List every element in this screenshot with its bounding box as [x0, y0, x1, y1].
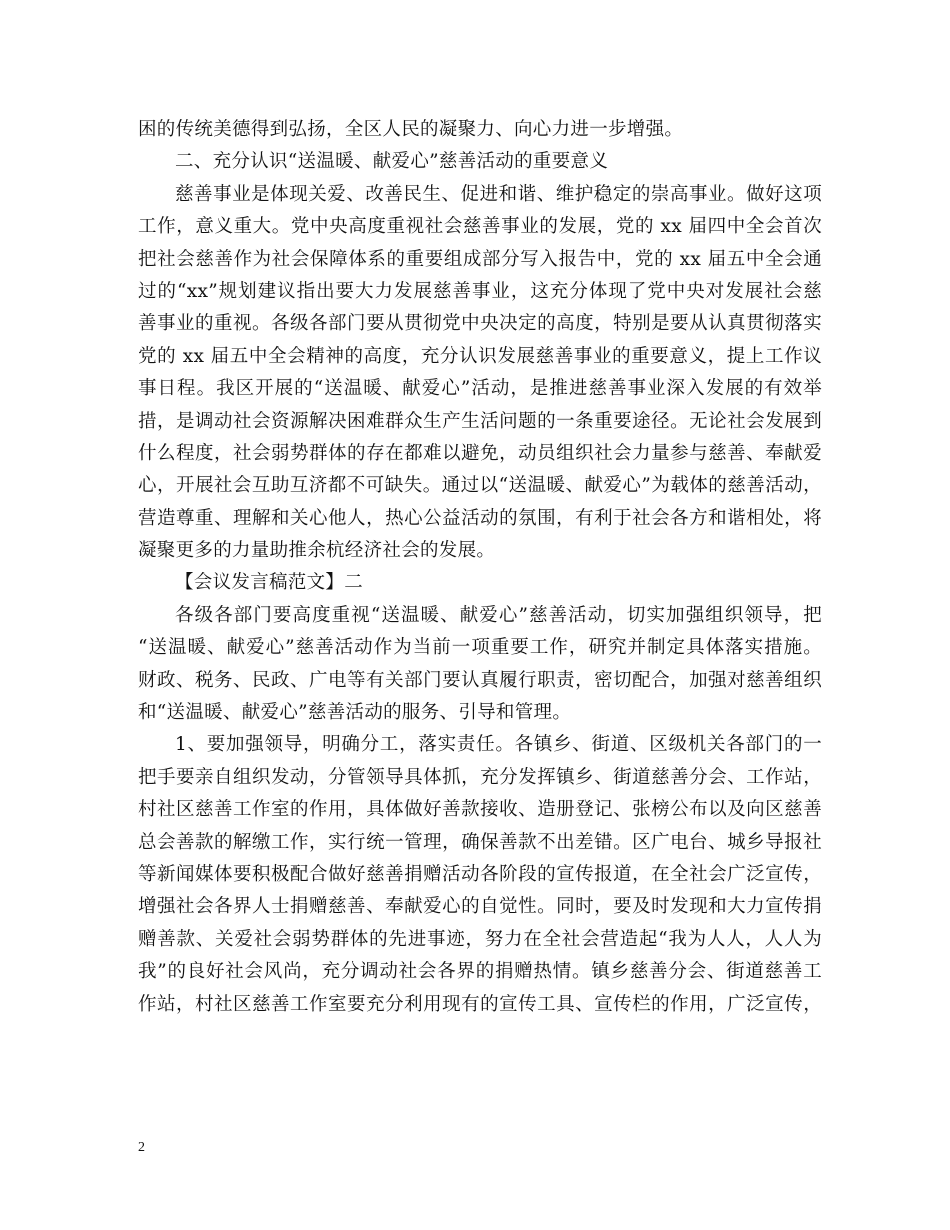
paragraph-line: 事日程。我区开展的“送温暖、献爱心”活动，是推进慈善事业深入发展的有效举: [138, 378, 822, 400]
paragraph-line: 增强社会各界人士捐赠慈善、奉献爱心的自觉性。同时，要及时发现和大力宣传捐: [138, 896, 822, 918]
paragraph-line: 党的 xx 届五中全会精神的高度，充分认识发展慈善事业的重要意义，提上工作议: [138, 345, 822, 367]
section-heading: 【会议发言稿范文】二: [175, 572, 364, 594]
paragraph-line: “送温暖、献爱心”慈善活动作为当前一项重要工作，研究并制定具体落实措施。: [138, 637, 822, 659]
paragraph-line: 和“送温暖、献爱心”慈善活动的服务、引导和管理。: [138, 702, 572, 724]
paragraph-line: 措，是调动社会资源解决困难群众生产生活问题的一条重要途径。无论社会发展到: [138, 410, 822, 432]
section-heading: 二、充分认识“送温暖、献爱心”慈善活动的重要意义: [175, 151, 609, 173]
paragraph-line: 等新闻媒体要积极配合做好慈善捐赠活动各阶段的宣传报道，在全社会广泛宣传，: [138, 863, 822, 885]
paragraph-line: 困的传统美德得到弘扬，全区人民的凝聚力、向心力进一步增强。: [138, 119, 684, 140]
paragraph-line: 善事业的重视。各级各部门要从贯彻党中央决定的高度，特别是要从认真贯彻落实: [138, 313, 822, 335]
paragraph-line: 1、要加强领导，明确分工，落实责任。各镇乡、街道、区级机关各部门的一: [175, 734, 822, 756]
paragraph-line: 作站，村社区慈善工作室要充分利用现有的宣传工具、宣传栏的作用，广泛宣传，: [138, 993, 822, 1015]
paragraph-line: 什么程度，社会弱势群体的存在都难以避免，动员组织社会力量参与慈善、奉献爱: [138, 442, 822, 464]
paragraph-line: 各级各部门要高度重视“送温暖、献爱心”慈善活动，切实加强组织领导，把: [175, 604, 822, 626]
paragraph-line: 过的“xx”规划建议指出要大力发展慈善事业，这充分体现了党中央对发展社会慈: [138, 280, 822, 302]
paragraph-line: 慈善事业是体现关爱、改善民生、促进和谐、维护稳定的崇高事业。做好这项: [175, 183, 822, 205]
paragraph-line: 营造尊重、理解和关心他人，热心公益活动的氛围，有利于社会各方和谐相处，将: [138, 507, 822, 529]
paragraph-line: 心，开展社会互助互济都不可缺失。通过以“送温暖、献爱心”为载体的慈善活动，: [138, 475, 822, 497]
paragraph-line: 凝聚更多的力量助推余杭经济社会的发展。: [138, 540, 496, 562]
paragraph-line: 财政、税务、民政、广电等有关部门要认真履行职责，密切配合，加强对慈善组织: [138, 669, 822, 691]
paragraph-line: 我”的良好社会风尚，充分调动社会各界的捐赠热情。镇乡慈善分会、街道慈善工: [138, 961, 822, 983]
paragraph-line: 工作，意义重大。党中央高度重视社会慈善事业的发展，党的 xx 届四中全会首次: [138, 216, 822, 238]
paragraph-line: 把社会慈善作为社会保障体系的重要组成部分写入报告中，党的 xx 届五中全会通: [138, 248, 822, 270]
paragraph-line: 把手要亲自组织发动，分管领导具体抓，充分发挥镇乡、街道慈善分会、工作站，: [138, 766, 822, 788]
document-body: [138, 114, 822, 1021]
paragraph-line: 村社区慈善工作室的作用，具体做好善款接收、造册登记、张榜公布以及向区慈善: [138, 799, 822, 821]
paragraph-line: 总会善款的解缴工作，实行统一管理，确保善款不出差错。区广电台、城乡导报社: [138, 831, 822, 853]
paragraph-line: 赠善款、关爱社会弱势群体的先进事迹，努力在全社会营造起“我为人人，人人为: [138, 928, 822, 950]
page-number: 2: [138, 1140, 145, 1155]
